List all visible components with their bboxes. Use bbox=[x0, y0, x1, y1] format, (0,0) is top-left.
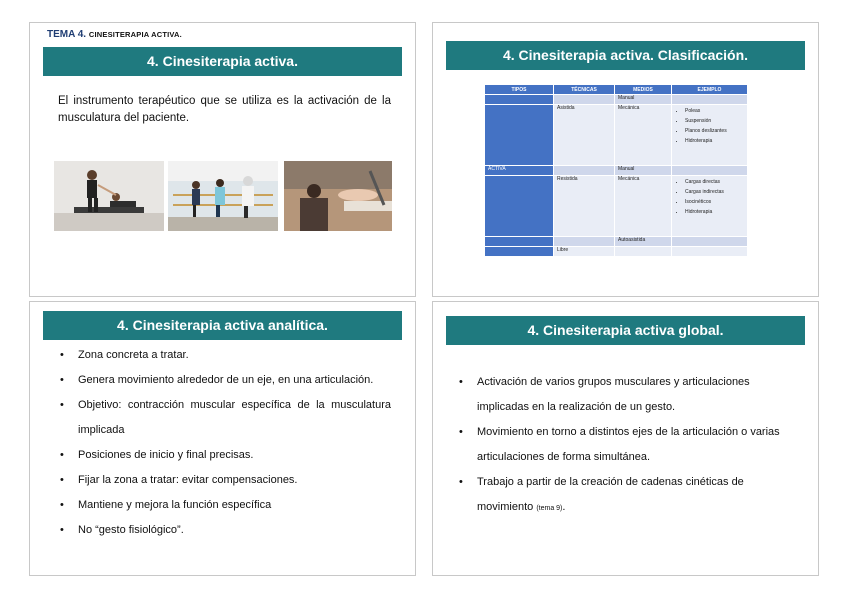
tema-subtitle: CINESITERAPIA ACTIVA. bbox=[88, 30, 182, 39]
cell-mecanica: Mecánica bbox=[615, 176, 672, 237]
header-tecnicas: TÉCNICAS bbox=[554, 85, 615, 95]
classification-table bbox=[484, 84, 748, 257]
list-item: • Suspensión bbox=[685, 116, 744, 126]
photo-parallel-bars bbox=[168, 161, 278, 231]
slide-analitica bbox=[29, 301, 416, 576]
cell-ejemplos-asistida bbox=[672, 105, 748, 166]
cell-manual: Manual bbox=[615, 95, 672, 105]
slide-title: 4. Cinesiterapia activa analítica. bbox=[43, 311, 402, 340]
cell-ejemplos-resistida bbox=[672, 176, 748, 237]
bullet-list bbox=[457, 370, 799, 521]
cell-resistida: Resistida bbox=[554, 176, 615, 237]
slide-cinesiterapia-activa bbox=[29, 22, 416, 297]
slide-global bbox=[432, 301, 819, 576]
list-item: • Cargas indirectas bbox=[685, 187, 744, 197]
list-item: • Poleas bbox=[685, 106, 744, 116]
list-item: • Isocinéticos bbox=[685, 197, 744, 207]
slide-paragraph: El instrumento terapéutico que se utiliza es la activación de la musculatura del paciente. bbox=[58, 95, 391, 124]
list-item: • Hidroterapia bbox=[685, 136, 744, 146]
tema-heading bbox=[47, 29, 182, 40]
bullet-note: (tema 9) bbox=[536, 505, 563, 512]
table-row bbox=[485, 95, 748, 105]
bullet-text: Trabajo a partir de la creación de cadenas cinéticas de movimiento bbox=[477, 476, 744, 513]
list-item: • Movimiento en torno a distintos ejes de la articulación o varias articulaciones de forma simultánea. bbox=[457, 420, 799, 470]
table-row bbox=[485, 166, 748, 176]
slide-title: 4. Cinesiterapia activa. bbox=[43, 47, 402, 76]
cell-autoasistida: Autoasistida bbox=[615, 237, 672, 247]
list-item: • Objetivo: contracción muscular específica de la musculatura implicada bbox=[58, 393, 391, 443]
photo-physio-pilates bbox=[54, 161, 164, 231]
table-row bbox=[485, 105, 748, 166]
cell-mecanica: Mecánica bbox=[615, 105, 672, 166]
cell-asistida: Asistida bbox=[554, 105, 615, 166]
list-item: • Genera movimiento alrededor de un eje, en una articulación. bbox=[58, 368, 391, 393]
table-row bbox=[485, 247, 748, 257]
list-item: • Cargas directas bbox=[685, 177, 744, 187]
tema-label: TEMA 4. bbox=[47, 29, 87, 40]
list-item: • Hidroterapia bbox=[685, 207, 744, 217]
slide-clasificacion bbox=[432, 22, 819, 297]
list-item: • Posiciones de inicio y final precisas. bbox=[58, 443, 391, 468]
bullet-list bbox=[58, 343, 391, 543]
cell-libre: Libre bbox=[554, 247, 615, 257]
header-tipos: TIPOS bbox=[485, 85, 554, 95]
list-item bbox=[457, 470, 799, 521]
list-item: • Zona concreta a tratar. bbox=[58, 343, 391, 368]
cell-manual: Manual bbox=[615, 166, 672, 176]
table-row bbox=[485, 176, 748, 237]
photo-knee-therapy bbox=[284, 161, 392, 231]
list-item: • Fijar la zona a tratar: evitar compensaciones. bbox=[58, 468, 391, 493]
slide-title: 4. Cinesiterapia activa global. bbox=[446, 316, 805, 345]
list-item: • Mantiene y mejora la función específica bbox=[58, 493, 391, 518]
slide-title: 4. Cinesiterapia activa. Clasificación. bbox=[446, 41, 805, 70]
table-row bbox=[485, 237, 748, 247]
list-item: • No “gesto fisiológico”. bbox=[58, 518, 391, 543]
cell-tipo-activa: ACTIVA bbox=[485, 166, 554, 176]
header-medios: MEDIOS bbox=[615, 85, 672, 95]
list-item: • Planos deslizantes bbox=[685, 126, 744, 136]
bullet-end: . bbox=[562, 501, 566, 513]
list-item: • Activación de varios grupos musculares y articulaciones implicadas en la realización de un gesto. bbox=[457, 370, 799, 420]
header-ejemplo: EJEMPLO bbox=[672, 85, 748, 95]
